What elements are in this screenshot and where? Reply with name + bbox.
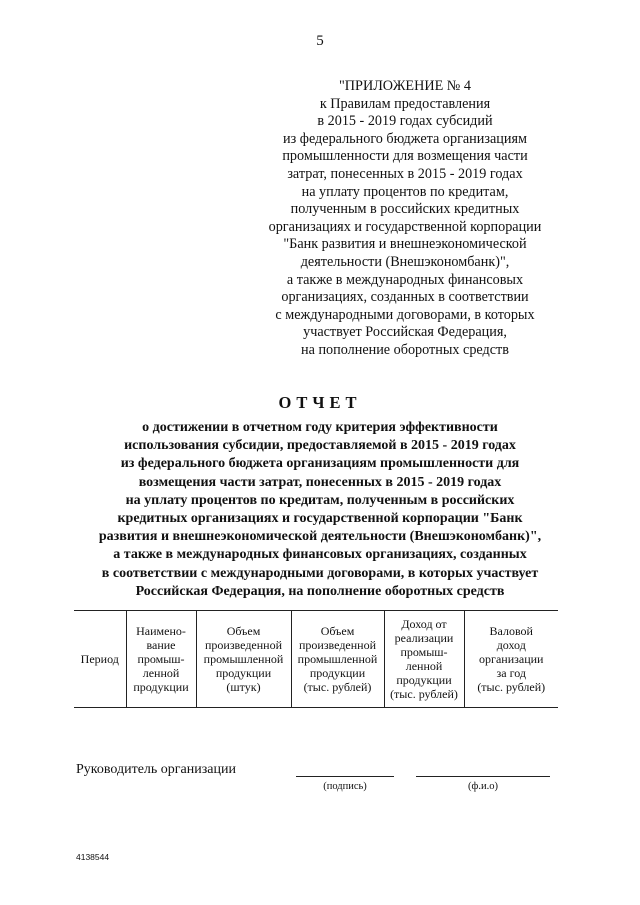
header-text: ленной: [142, 666, 180, 680]
header-text: продукции: [309, 666, 366, 680]
header-text: продукции: [133, 680, 189, 694]
column-header-volume-rubles: [291, 611, 384, 708]
appendix-line: в 2015 - 2019 годах субсидий: [317, 113, 493, 130]
column-header-period: [74, 611, 126, 708]
header-text: доход: [496, 638, 526, 652]
appendix-line: а также в международных финансовых: [286, 271, 524, 288]
column-header-product-name: [126, 611, 196, 708]
page-number: 5: [316, 33, 324, 49]
subtitle-line: на уплату процентов по кредитам, полученным в российских: [125, 492, 515, 508]
table-header-row: [74, 611, 558, 708]
appendix-line: из федерального бюджета организациям: [283, 130, 527, 147]
appendix-line: на пополнение оборотных средств: [301, 341, 509, 358]
header-text: Доход от: [401, 617, 447, 631]
signature-label: Руководитель организации: [76, 762, 236, 777]
appendix-line: затрат, понесенных в 2015 - 2019 годах: [287, 165, 523, 182]
report-title: ОТЧЕТ: [278, 393, 362, 412]
appendix-line: организациях, созданных в соответствии: [281, 289, 529, 306]
header-text: промышленной: [297, 652, 378, 666]
report-subtitle: [60, 419, 580, 601]
column-header-gross-income: [464, 611, 558, 708]
appendix-line: с международными договорами, в которых: [275, 306, 535, 323]
appendix-header: [250, 78, 560, 360]
subtitle-line: возмещения части затрат, понесенных в 2015 - 2019 годах: [138, 474, 502, 490]
subtitle-line: о достижении в отчетном году критерия эффективности: [142, 420, 498, 435]
appendix-line: на уплату процентов по кредитам,: [301, 183, 509, 200]
header-text: промышленной: [203, 652, 284, 666]
signature-line: [296, 776, 394, 777]
header-text: организации: [479, 652, 544, 666]
name-caption: (ф.и.о): [468, 781, 498, 792]
header-text: Объем: [320, 624, 355, 638]
header-text: за год: [496, 666, 526, 680]
subtitle-line: развития и внешнеэкономической деятельности (Внешэкономбанк)",: [98, 529, 542, 545]
header-text: продукции: [396, 673, 452, 687]
appendix-line: полученным в российских кредитных: [290, 201, 520, 218]
document-code: 4138544: [76, 852, 110, 862]
header-text: (тыс. рублей): [390, 687, 458, 701]
header-text: промыш-: [400, 645, 448, 659]
column-header-sales-income: [384, 611, 464, 708]
column-header-volume-units: [196, 611, 291, 708]
header-text: (тыс. рублей): [303, 680, 372, 694]
header-text: произведенной: [204, 638, 283, 652]
header-text: (штук): [226, 680, 261, 694]
header-text: Период: [80, 652, 119, 666]
appendix-line: "Банк развития и внешнеэкономической: [283, 236, 527, 253]
name-line: [416, 776, 550, 777]
header-text: продукции: [215, 666, 272, 680]
header-text: ленной: [405, 659, 443, 673]
subtitle-line: использования субсидии, предоставляемой в 2015 - 2019 годах: [124, 438, 516, 454]
subtitle-line: из федерального бюджета организациям промышленности для: [120, 456, 520, 472]
appendix-line: к Правилам предоставления: [319, 95, 491, 112]
appendix-line: "ПРИЛОЖЕНИЕ № 4: [339, 78, 471, 94]
subtitle-line: а также в международных финансовых организациях, созданных: [113, 547, 527, 563]
appendix-line: деятельности (Внешэкономбанк)",: [300, 253, 510, 270]
appendix-line: организациях и государственной корпорации: [268, 218, 542, 235]
header-text: Объем: [226, 624, 261, 638]
subtitle-line: Российская Федерация, на пополнение оборотных средств: [135, 583, 505, 599]
header-text: Наимено-: [136, 624, 186, 638]
appendix-line: промышленности для возмещения части: [282, 148, 528, 165]
header-text: произведенной: [298, 638, 377, 652]
appendix-line: участвует Российская Федерация,: [303, 324, 507, 341]
subtitle-line: кредитных организациях и государственной корпорации "Банк: [117, 511, 523, 527]
header-text: реализации: [394, 631, 454, 645]
subtitle-line: в соответствии с международными договорами, в которых участвует: [101, 565, 539, 581]
header-text: (тыс. рублей): [477, 680, 546, 694]
header-text: промыш-: [137, 652, 185, 666]
report-table: [74, 610, 558, 708]
signature-caption: (подпись): [323, 781, 367, 792]
header-text: вание: [146, 638, 176, 652]
header-text: Валовой: [489, 624, 533, 638]
